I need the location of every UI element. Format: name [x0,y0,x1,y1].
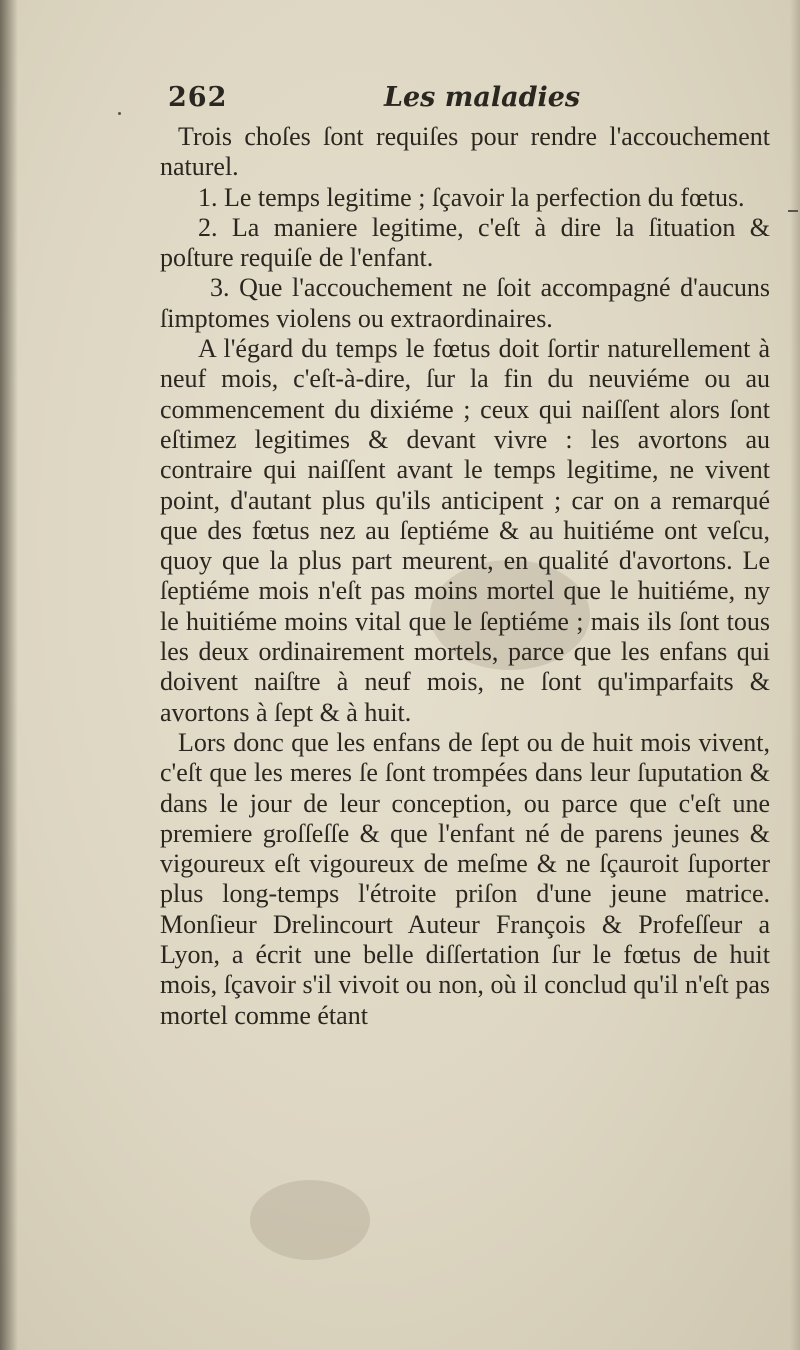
paper-stain [250,1180,370,1260]
running-head: Les maladies [384,82,581,113]
margin-mark [788,210,798,212]
paragraph-point-3: 3. Que l'accouchement ne ſoit accompagné d'aucuns ſimptomes violens ou extraordinaires. [160,273,770,333]
body-text [160,122,770,1031]
page-number: 262 [168,82,228,113]
paragraph-point-1: 1. Le temps legitime ; ſçavoir la perfection du fœtus. [198,182,745,212]
paragraph-point-2: 2. La maniere legitime, c'eſt à dire la ſituation & poſture requiſe de l'enfant. [160,212,770,273]
gutter-shadow [0,0,18,1350]
paragraph-intro: Trois choſes ſont requiſes pour rendre l'accouchement naturel. [160,122,770,182]
margin-mark [118,112,121,115]
page-header [168,82,588,122]
paragraph-term: A l'égard du temps le fœtus doit ſortir naturellement à neuf mois, c'eſt-à-dire, ſur la fin du neuviéme ou au commencement du dixiéme ; ceux qui naiſſent alors ſont eſtimez legitimes & devant vivre : les avortons au contraire qui naiſſent avant le temps legitime, ne vivent point, d'autant plus qu'ils anticipent ; car on a remarqué que des fœtus nez au ſeptiéme & au huitiéme ont veſcu, quoy que la plus part meurent, en qualité d'avortons. Le ſeptiéme mois n'eſt pas moins mortel que le huitiéme, ny le huitiéme moins vital que le ſeptiéme ; mais ils ſont tous les deux ordinairement mortels, parce que les enfans qui doivent naiſtre à neuf mois, ne ſont qu'imparfaits & avortons à ſept & à huit. [160,334,770,727]
paragraph-seven-eight-months: Lors donc que les enfans de ſept ou de huit mois vivent, c'eſt que les meres ſe ſont trompées dans leur ſuputation & dans le jour de leur conception, ou parce que c'eſt une premiere groſſeſſe & que l'enfant né de parens jeunes & vigoureux eſt vigoureux de meſme & ne ſçauroit ſuporter plus long-temps l'étroite priſon d'une jeune matrice. Monſieur Drelincourt Auteur François & Profeſſeur a Lyon, a écrit une belle diſſertation ſur le fœtus de huit mois, ſçavoir s'il vivoit ou non, où il conclud qu'il n'eſt pas mortel comme étant [160,727,770,1030]
page-edge [790,0,800,1350]
